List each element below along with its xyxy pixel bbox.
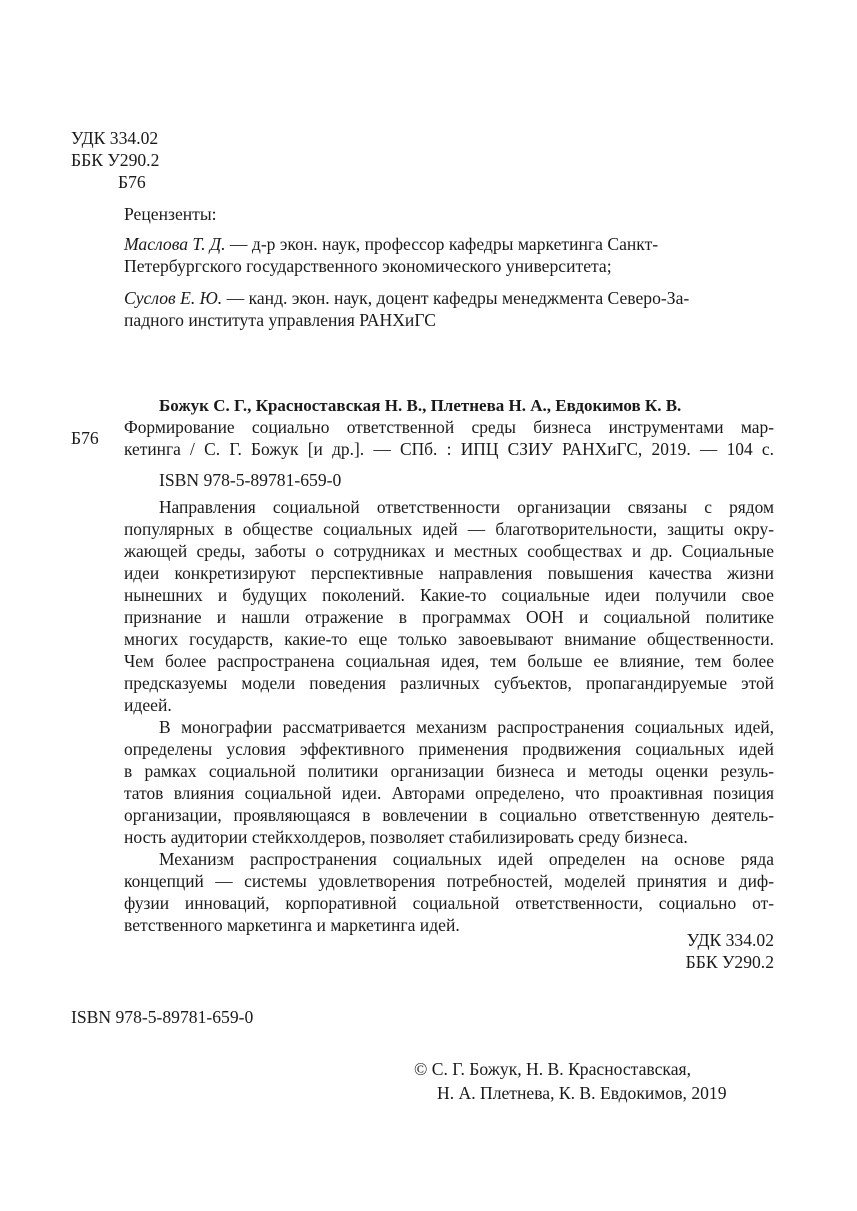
author-mark: Б76	[118, 172, 146, 192]
footer-udk-code: УДК 334.02	[686, 930, 774, 950]
abstract-p1-line: идеей.	[124, 695, 172, 715]
copyright-line-1: © С. Г. Божук, Н. В. Красноставская,	[414, 1059, 691, 1079]
reviewer-2-line-1	[124, 287, 774, 309]
reviewer-2-name: Суслов Е. Ю.	[124, 288, 223, 308]
abstract-p3-line: ветственного маркетинга и маркетинга идей.	[124, 915, 460, 935]
reviewer-1-credentials: — д-р экон. наук, профессор кафедры маркетинга Санкт-	[225, 234, 659, 254]
abstract-p2-line: татов влияния социальной идеи. Авторами определено, что проактивная позиция	[124, 783, 774, 803]
reviewer-2-credentials: — канд. экон. наук, доцент кафедры менеджмента Северо-За-	[222, 288, 690, 308]
abstract-p3-line: Механизм распространения социальных идей определен на основе ряда	[159, 849, 774, 869]
abstract-p2-line: ность аудитории стейкхолдеров, позволяет стабилизировать среду бизнеса.	[124, 827, 688, 847]
catalog-isbn: ISBN 978-5-89781-659-0	[159, 470, 342, 490]
abstract-p2-line: организации, проявляющаяся в вовлечении в социально ответственную деятель-	[124, 805, 774, 825]
abstract-p1-line: многих государств, какие-то еще только завоевывают внимание общественности.	[124, 629, 774, 649]
abstract-p1-line: нынешних и будущих поколений. Какие-то социальные идеи получили свое	[124, 585, 774, 605]
abstract-p1-line: Чем более распространена социальная идея, тем больше ее влияние, тем более	[124, 651, 774, 671]
footer-bbk-code: ББК У290.2	[685, 952, 774, 972]
abstract-p2-line: В монографии рассматривается механизм распространения социальных идей,	[159, 717, 774, 737]
catalog-title-line-2: кетинга / С. Г. Божук [и др.]. — СПб. : ИПЦ СЗИУ РАНХиГС, 2019. — 104 с.	[124, 439, 774, 459]
abstract-p3-line: концепций — системы удовлетворения потребностей, моделей принятия и диф-	[124, 871, 774, 891]
abstract-p1-line: идеи конкретизируют перспективные направления повышения качества жизни	[124, 563, 774, 583]
abstract-p1-line: признание и нашли отражение в программах ООН и социальной политике	[124, 607, 774, 627]
copyright-line-2: Н. А. Плетнева, К. В. Евдокимов, 2019	[437, 1083, 727, 1103]
abstract-p3-line: фузии инноваций, корпоративной социальной ответственности, социально от-	[124, 893, 774, 913]
reviewer-1-name: Маслова Т. Д.	[124, 234, 226, 254]
bbk-code: ББК У290.2	[71, 150, 160, 170]
abstract-p1-line: популярных в обществе социальных идей — благотворительности, защиты окру-	[124, 519, 774, 539]
reviewer-1-line-1	[124, 233, 774, 255]
reviewer-1-line-2: Петербургского государственного экономического университета;	[124, 256, 612, 276]
udk-code: УДК 334.02	[71, 128, 159, 148]
abstract-p1-line: предсказуемы модели поведения различных субъектов, пропагандируемые этой	[124, 673, 774, 693]
catalog-authors: Божук С. Г., Красноставская Н. В., Плетнева Н. А., Евдокимов К. В.	[159, 396, 682, 415]
abstract-p1-line: жающей среды, заботы о сотрудниках и местных сообществах и др. Социальные	[124, 541, 774, 561]
reviewer-2-line-2: падного института управления РАНХиГС	[124, 310, 437, 330]
catalog-mark: Б76	[71, 428, 99, 448]
reviewers-title: Рецензенты:	[124, 204, 217, 224]
abstract-p1-line: Направления социальной ответственности организации связаны с рядом	[159, 497, 774, 517]
catalog-title-line-1: Формирование социально ответственной среды бизнеса инструментами мар-	[124, 417, 774, 437]
abstract-p2-line: в рамках социальной политики организации бизнеса и методы оценки резуль-	[124, 761, 774, 781]
abstract-p2-line: определены условия эффективного применения продвижения социальных идей	[124, 739, 774, 759]
bottom-isbn: ISBN 978-5-89781-659-0	[71, 1007, 254, 1027]
